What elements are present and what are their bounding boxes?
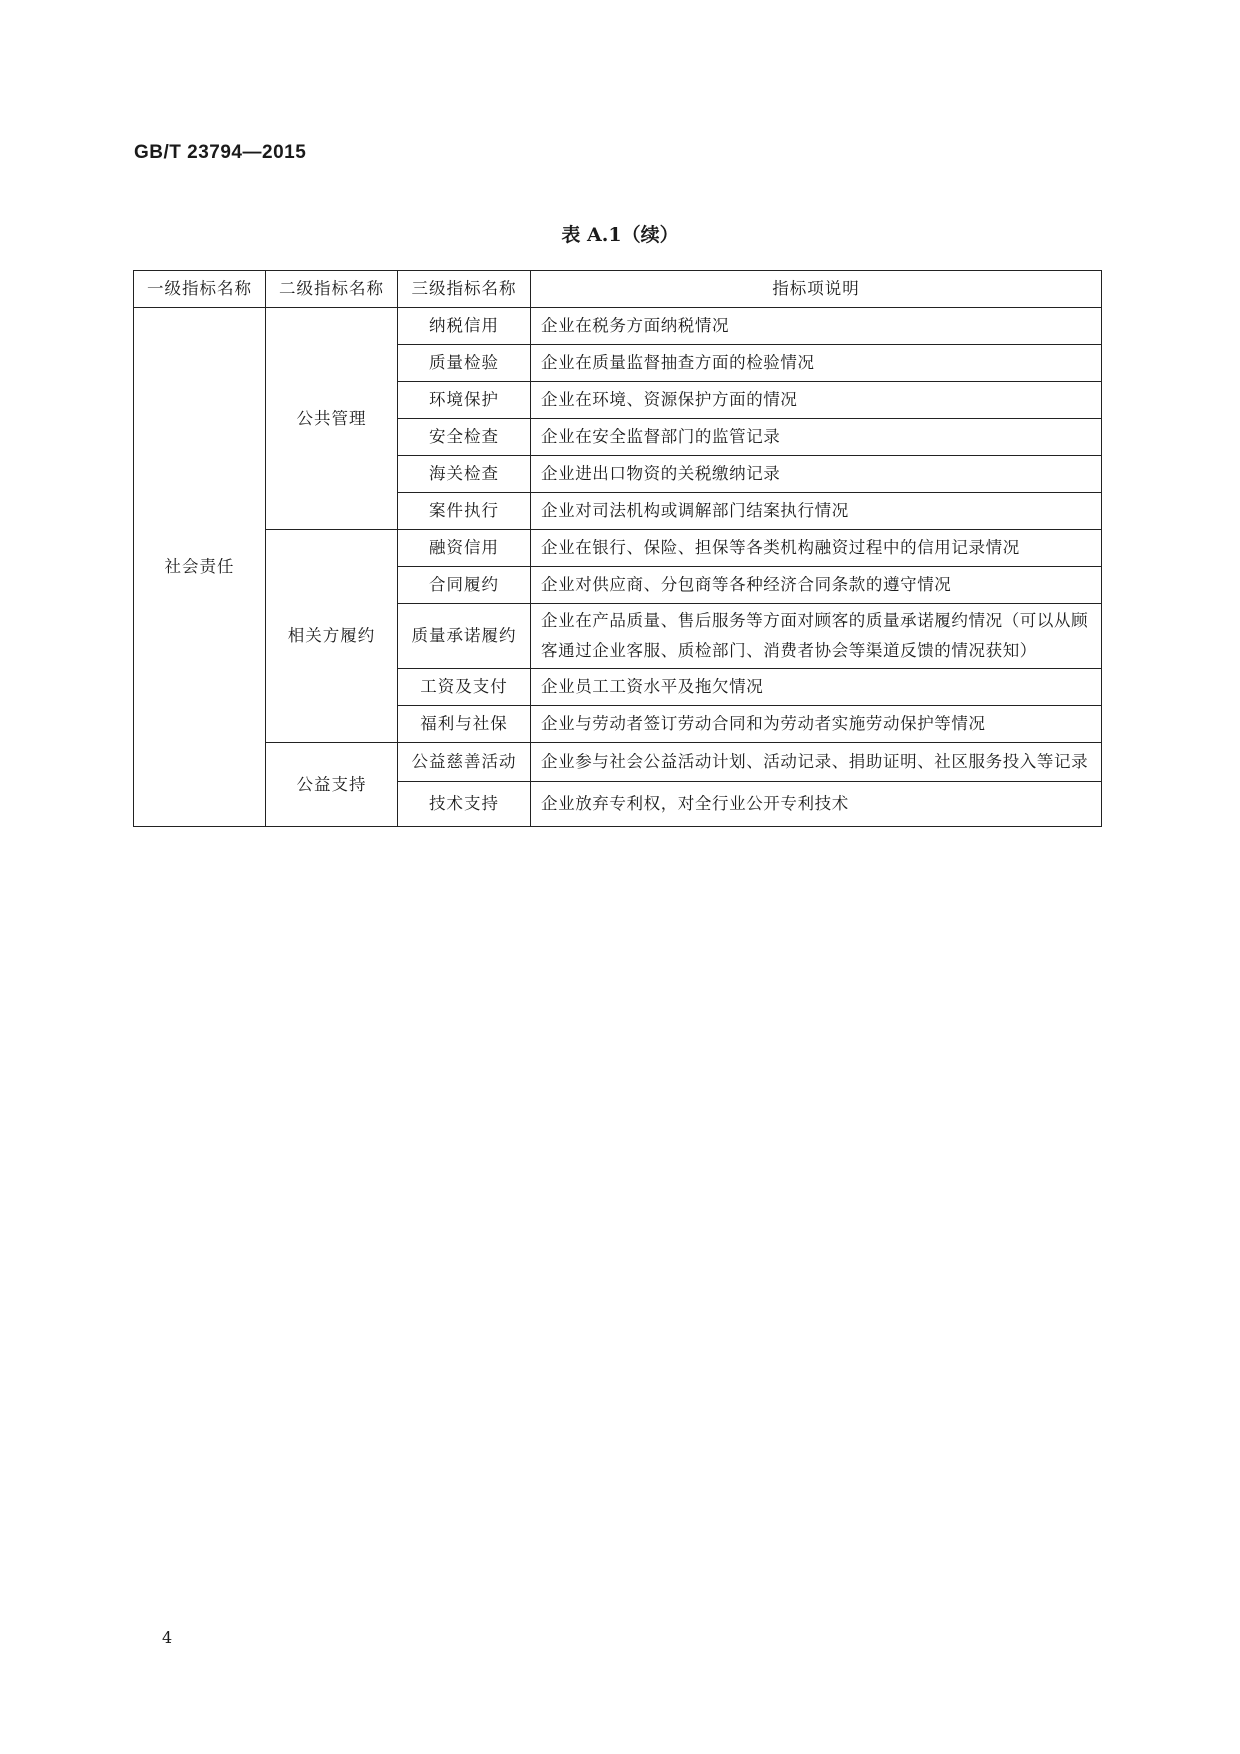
table-caption: 表 A.1（续）: [561, 224, 679, 246]
level3-cell: 案件执行: [398, 493, 531, 530]
level2-cell: 相关方履约: [266, 530, 398, 743]
header-description: 指标项说明: [531, 271, 1102, 308]
indicator-table: [133, 270, 1102, 827]
table-row: [134, 308, 1102, 345]
description-cell: 企业在产品质量、售后服务等方面对顾客的质量承诺履约情况（可以从顾客通过企业客服、质检部门、消费者协会等渠道反馈的情况获知）: [531, 604, 1102, 669]
description-cell: 企业在税务方面纳税情况: [531, 308, 1102, 345]
level2-cell: 公益支持: [266, 743, 398, 827]
level3-cell: 海关检查: [398, 456, 531, 493]
level3-cell: 纳税信用: [398, 308, 531, 345]
level3-cell: 环境保护: [398, 382, 531, 419]
level3-cell: 工资及支付: [398, 669, 531, 706]
level3-cell: 质量检验: [398, 345, 531, 382]
description-cell: 企业员工工资水平及拖欠情况: [531, 669, 1102, 706]
level3-cell: 融资信用: [398, 530, 531, 567]
description-cell: 企业进出口物资的关税缴纳记录: [531, 456, 1102, 493]
table-row: [134, 743, 1102, 782]
description-cell: 企业参与社会公益活动计划、活动记录、捐助证明、社区服务投入等记录: [531, 743, 1102, 782]
level3-cell: 质量承诺履约: [398, 604, 531, 669]
level3-cell: 技术支持: [398, 782, 531, 827]
level2-cell: 公共管理: [266, 308, 398, 530]
header-level1: 一级指标名称: [134, 271, 266, 308]
description-cell: 企业在安全监督部门的监管记录: [531, 419, 1102, 456]
description-cell: 企业在质量监督抽查方面的检验情况: [531, 345, 1102, 382]
description-cell: 企业对供应商、分包商等各种经济合同条款的遵守情况: [531, 567, 1102, 604]
table-row: [134, 530, 1102, 567]
description-cell: 企业对司法机构或调解部门结案执行情况: [531, 493, 1102, 530]
table-header-row: [134, 271, 1102, 308]
header-level2: 二级指标名称: [266, 271, 398, 308]
standard-code: GB/T 23794—2015: [134, 142, 307, 163]
level3-cell: 福利与社保: [398, 706, 531, 743]
description-cell: 企业在银行、保险、担保等各类机构融资过程中的信用记录情况: [531, 530, 1102, 567]
level3-cell: 安全检查: [398, 419, 531, 456]
level3-cell: 公益慈善活动: [398, 743, 531, 782]
header-level3: 三级指标名称: [398, 271, 531, 308]
description-cell: 企业在环境、资源保护方面的情况: [531, 382, 1102, 419]
level1-cell: 社会责任: [134, 308, 266, 827]
page-number: 4: [162, 1628, 173, 1647]
level3-cell: 合同履约: [398, 567, 531, 604]
indicator-table-container: [133, 270, 1101, 827]
description-cell: 企业放弃专利权，对全行业公开专利技术: [531, 782, 1102, 827]
description-cell: 企业与劳动者签订劳动合同和为劳动者实施劳动保护等情况: [531, 706, 1102, 743]
